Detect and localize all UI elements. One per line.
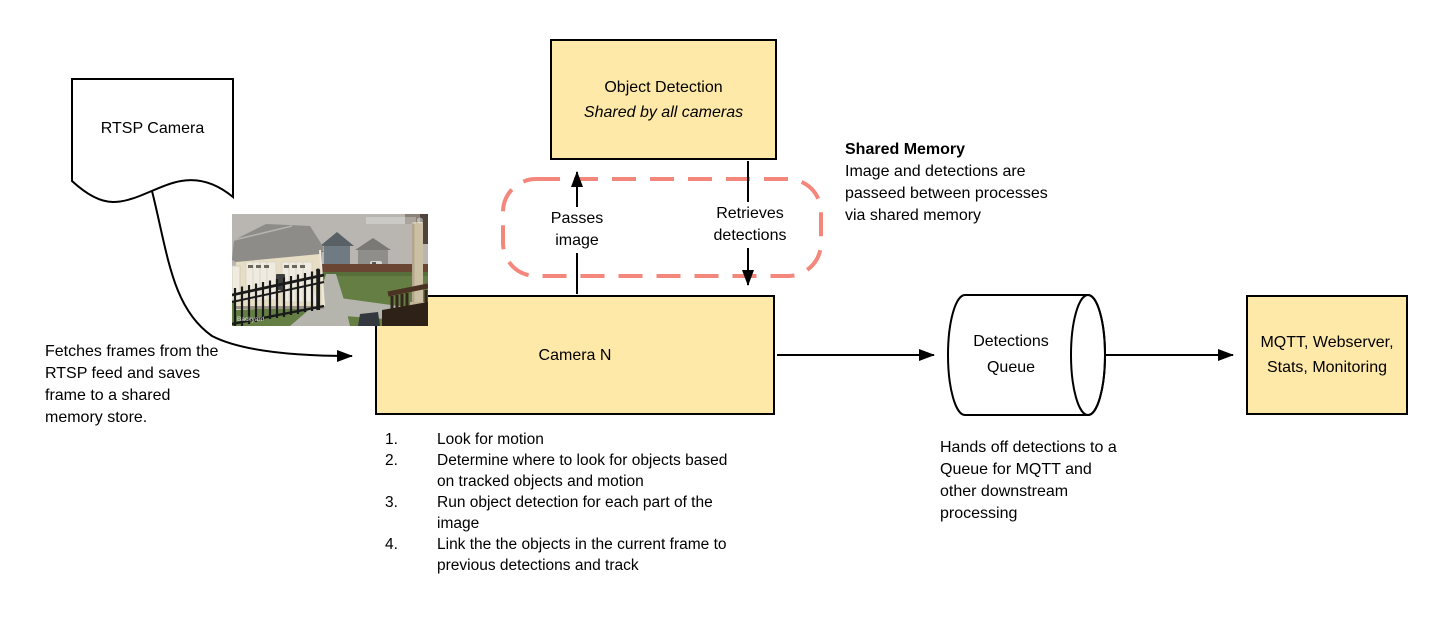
photo-timestamp-overlay	[366, 217, 423, 224]
camera-step	[385, 429, 739, 450]
camera-snapshot-image	[232, 214, 428, 326]
step-text: Run object detection for each part of the image	[437, 494, 713, 532]
camera-step	[385, 492, 739, 534]
shared-memory-note-title: Shared Memory	[845, 141, 966, 158]
step-text: Link the the objects in the current frame to previous detections and track	[437, 536, 727, 574]
object-detection-node	[550, 39, 777, 160]
photo-watermark: Backyard	[237, 316, 265, 323]
camera-n-node	[375, 295, 775, 415]
step-number: 4.	[385, 536, 398, 553]
step-text: Look for motion	[437, 431, 544, 448]
queue-handoff-note: Hands off detections to a Queue for MQTT and other downstream processing	[940, 439, 1117, 522]
camera-n-label: Camera N	[538, 346, 612, 364]
shared-memory-note-body: Image and detections are passeed between processes via shared memory	[845, 163, 1048, 224]
fetch-frames-note: Fetches frames from the RTSP feed and saves frame to a shared memory store.	[45, 343, 219, 426]
shared-memory-note	[845, 139, 1053, 227]
retrieves-detections-label: Retrieves detections	[702, 202, 798, 248]
camera-step	[385, 534, 739, 576]
step-number: 3.	[385, 494, 398, 511]
rtsp-document-shape	[72, 79, 233, 202]
step-number: 1.	[385, 431, 398, 448]
step-number: 2.	[385, 452, 398, 469]
detections-queue-label: Detections Queue	[973, 333, 1049, 376]
passes-image-label: Passes image	[541, 207, 613, 253]
object-detection-subtitle: Shared by all cameras	[583, 103, 744, 121]
outputs-label: MQTT, Webserver, Stats, Monitoring	[1260, 334, 1394, 376]
object-detection-title: Object Detection	[604, 78, 723, 96]
camera-steps-list	[385, 429, 739, 576]
camera-step	[385, 450, 739, 492]
step-text: Determine where to look for objects based on tracked objects and motion	[437, 452, 728, 490]
outputs-node	[1246, 295, 1408, 415]
rtsp-camera-label: RTSP Camera	[100, 120, 205, 137]
